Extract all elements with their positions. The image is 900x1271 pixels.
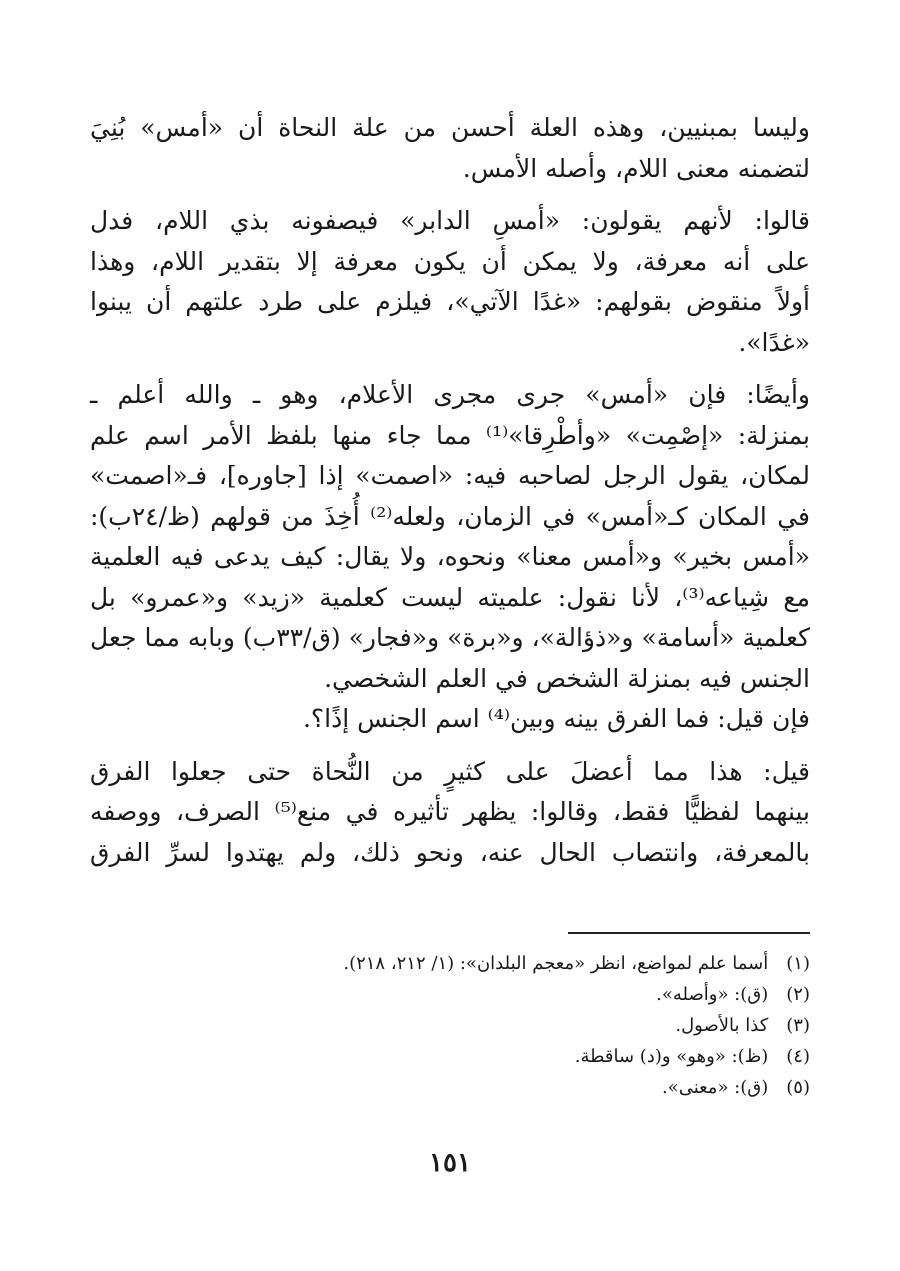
text-line: بمنزلة: «إصْمِت» «وأطْرِقا»⁽¹⁾ مما جاء منها بلفظ الأمر اسم علم	[90, 420, 810, 450]
paragraph-gap	[90, 189, 810, 201]
footnote-number: (١)	[786, 953, 810, 974]
footnote-number: (٢)	[786, 984, 810, 1005]
footnote	[90, 1041, 810, 1072]
footnote-number: (٤)	[786, 1046, 810, 1067]
text-line: وليسا بمبنيين، وهذه العلة أحسن من علة النحاة أن «أمس» بُنِيَ	[90, 113, 810, 142]
text-line: الجنس فيه بمنزلة الشخص في العلم الشخصي.	[324, 663, 810, 693]
footnote-text: (ق): «وأصله».	[656, 984, 769, 1005]
text-line: لمكان، يقول الرجل لصاحبه فيه: «اصمت» إذا [جاوره]، فـ«اصمت»	[90, 461, 810, 490]
paragraph-gap	[90, 363, 810, 375]
footnotes	[90, 948, 810, 1103]
text-line: وأيضًا: فإن «أمس» جرى مجرى الأعلام، وهو ـ والله أعلم ـ	[90, 380, 810, 409]
text-line: «غدًا».	[738, 327, 810, 357]
text-line: أولاً منقوض بقولهم: «غدًا الآتي»، فيلزم على طرد علتهم أن يبنوا	[90, 287, 810, 316]
footnote	[90, 1072, 810, 1103]
page-number: ١٥١	[429, 1148, 471, 1178]
text-line: قيل: هذا مما أعضلَ على كثيرٍ من النُّحاة حتى جعلوا الفرق	[90, 756, 810, 786]
text-line: في المكان كـ«أمس» في الزمان، ولعله⁽²⁾ أُخِذَ من قولهم (ظ/٢٤ب):	[90, 501, 810, 531]
text-line: فإن قيل: فما الفرق بينه وبين⁽⁴⁾ اسم الجنس إذًا؟.	[302, 704, 810, 733]
main-text	[90, 108, 810, 873]
text-line: كعلمية «أسامة» و«ذؤالة»، و«برة» و«فجار» (ق/٣٣ب) وبابه مما جعل	[90, 623, 810, 652]
footnote-number: (٥)	[786, 1077, 810, 1098]
text-line: مع شِياعه⁽³⁾، لأنا نقول: علميته ليست كعلمية «زيد» و«عمرو» بل	[90, 582, 810, 612]
text-line: بينهما لفظيًّا فقط، وقالوا: يظهر تأثيره في منع⁽⁵⁾ الصرف، ووصفه	[90, 797, 810, 826]
footnote	[90, 979, 810, 1010]
footnote-text: أسما علم لمواضع، انظر «معجم البلدان»: (١/ ٢١٢، ٢١٨).	[343, 953, 769, 974]
text-line: بالمعرفة، وانتصاب الحال عنه، ونحو ذلك، ولم يهتدوا لسرِّ الفرق	[90, 837, 810, 867]
footnote-text: كذا بالأصول.	[675, 1015, 769, 1036]
text-line: قالوا: لأنهم يقولون: «أمسِ الدابر» فيصفونه بذي اللام، فدل	[90, 206, 810, 235]
text-line: «أمس بخير» و«أمس معنا» ونحوه، ولا يقال: كيف يدعى فيه العلمية	[90, 542, 810, 571]
footnote-divider	[568, 932, 810, 934]
text-line: لتضمنه معنى اللام، وأصله الأمس.	[462, 153, 810, 183]
footnote	[90, 1010, 810, 1041]
footnote-number: (٣)	[786, 1015, 810, 1036]
footnote-text: (ظ): «وهو» و(د) ساقطة.	[574, 1046, 769, 1067]
footnote	[90, 948, 810, 979]
footnote-text: (ق): «معنى».	[661, 1077, 769, 1098]
paragraph-gap	[90, 740, 810, 752]
text-line: على أنه معرفة، ولا يمكن أن يكون معرفة إلا بتقدير اللام، وهذا	[90, 246, 810, 276]
